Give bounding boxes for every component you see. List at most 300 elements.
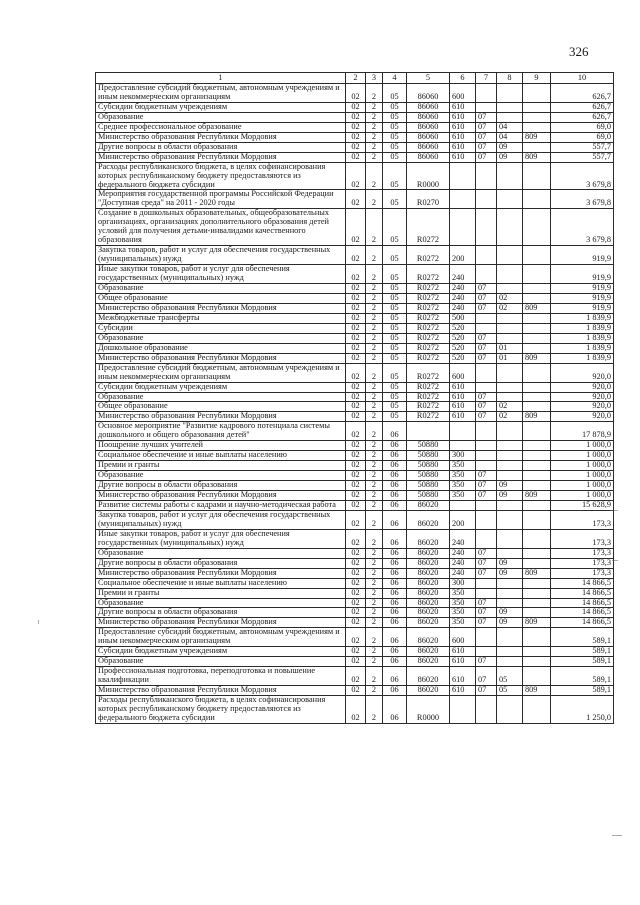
code-subsection-cell [497,382,523,392]
code-section-cell [476,578,497,588]
code-program-cell: 02 [346,441,366,451]
code-subprogram-cell: 2 [366,481,383,491]
code-subsection-cell [497,529,523,548]
row-amount-cell: 3 679,8 [551,190,614,209]
code-subsection-cell [497,333,523,343]
row-name-cell: Министерство образования Республики Мордовия [96,303,346,313]
code-section-cell: 07 [476,402,497,412]
table-row [96,657,614,667]
code-expense-type-cell [450,162,476,190]
code-expense-type-cell: 610 [450,112,476,122]
code-ministry-cell [523,500,551,510]
code-activity-cell: 05 [383,112,407,122]
row-amount-cell: 3 679,8 [551,209,614,246]
table-row [96,246,614,265]
code-expense-type-cell: 600 [450,628,476,647]
code-direction-cell: 86020 [407,647,450,657]
code-expense-type-cell: 350 [450,491,476,501]
row-name-cell: Образование [96,284,346,294]
code-program-cell: 02 [346,343,366,353]
row-amount-cell: 1 839,9 [551,353,614,363]
table-row [96,122,614,132]
code-section-cell: 07 [476,618,497,628]
code-direction-cell: R0272 [407,382,450,392]
code-activity-cell: 06 [383,510,407,529]
code-section-cell [476,628,497,647]
page-number: 326 [569,44,589,59]
column-header: 1 [96,73,346,84]
code-expense-type-cell [450,190,476,209]
code-expense-type-cell: 520 [450,333,476,343]
code-expense-type-cell: 350 [450,588,476,598]
code-section-cell: 07 [476,608,497,618]
code-section-cell [476,461,497,471]
code-subsection-cell [497,363,523,382]
code-program-cell: 02 [346,422,366,441]
code-expense-type-cell: 610 [450,657,476,667]
row-amount-cell: 1 839,9 [551,323,614,333]
code-section-cell: 07 [476,112,497,122]
column-header: 10 [551,73,614,84]
table-row [96,588,614,598]
table-row [96,303,614,313]
code-subprogram-cell: 2 [366,558,383,568]
code-subsection-cell: 04 [497,132,523,142]
code-direction-cell: 86060 [407,84,450,103]
code-direction-cell: R0272 [407,333,450,343]
row-name-cell: Образование [96,548,346,558]
code-subprogram-cell: 2 [366,303,383,313]
code-section-cell [476,382,497,392]
code-subprogram-cell: 2 [366,293,383,303]
table-row [96,558,614,568]
table-row [96,548,614,558]
row-amount-cell: 1 839,9 [551,333,614,343]
row-name-cell: Развитие системы работы с кадрами и научно-методическая работа [96,500,346,510]
code-subprogram-cell: 2 [366,491,383,501]
code-program-cell: 02 [346,558,366,568]
table-row [96,392,614,402]
row-name-cell: Мероприятия государственной программы Российской Федерации "Доступная среда" на 2011 - 2020 годы [96,190,346,209]
table-row [96,568,614,578]
row-amount-cell: 15 628,9 [551,500,614,510]
row-name-cell: Субсидии бюджетным учреждениям [96,102,346,112]
code-subsection-cell: 01 [497,343,523,353]
code-direction-cell: 50880 [407,491,450,501]
code-expense-type-cell: 350 [450,471,476,481]
code-expense-type-cell: 240 [450,293,476,303]
row-amount-cell: 69,0 [551,132,614,142]
table-row [96,578,614,588]
table-row [96,343,614,353]
code-activity-cell: 06 [383,618,407,628]
code-activity-cell: 06 [383,451,407,461]
code-activity-cell: 05 [383,333,407,343]
code-activity-cell: 05 [383,84,407,103]
code-subsection-cell [497,246,523,265]
code-activity-cell: 05 [383,402,407,412]
code-section-cell [476,209,497,246]
row-name-cell: Социальное обеспечение и иные выплаты населению [96,578,346,588]
code-subsection-cell: 05 [497,667,523,686]
code-ministry-cell [523,588,551,598]
row-amount-cell: 1 250,0 [551,696,614,724]
code-program-cell: 02 [346,402,366,412]
table-row [96,471,614,481]
code-subsection-cell [497,441,523,451]
row-amount-cell: 919,9 [551,265,614,284]
code-program-cell: 02 [346,323,366,333]
code-section-cell: 07 [476,412,497,422]
code-subprogram-cell: 2 [366,112,383,122]
code-expense-type-cell: 610 [450,102,476,112]
code-ministry-cell [523,471,551,481]
code-program-cell: 02 [346,618,366,628]
code-ministry-cell [523,451,551,461]
row-amount-cell: 173,3 [551,529,614,548]
code-subprogram-cell: 2 [366,548,383,558]
code-expense-type-cell: 600 [450,84,476,103]
code-subprogram-cell: 2 [366,363,383,382]
table-row [96,284,614,294]
column-header: 2 [346,73,366,84]
code-ministry-cell [523,529,551,548]
row-amount-cell: 1 000,0 [551,451,614,461]
table-row [96,313,614,323]
code-activity-cell: 06 [383,598,407,608]
row-amount-cell: 557,7 [551,152,614,162]
row-name-cell: Премии и гранты [96,588,346,598]
code-ministry-cell [523,102,551,112]
code-subsection-cell [497,84,523,103]
code-activity-cell: 05 [383,382,407,392]
code-section-cell: 07 [476,568,497,578]
code-section-cell [476,500,497,510]
code-subsection-cell [497,548,523,558]
code-section-cell [476,363,497,382]
code-activity-cell: 06 [383,491,407,501]
code-ministry-cell [523,313,551,323]
code-activity-cell: 05 [383,246,407,265]
code-subprogram-cell: 2 [366,246,383,265]
row-name-cell: Другие вопросы в области образования [96,608,346,618]
table-row [96,382,614,392]
row-name-cell: Образование [96,392,346,402]
code-subsection-cell [497,265,523,284]
code-expense-type-cell: 200 [450,510,476,529]
code-ministry-cell [523,343,551,353]
code-ministry-cell: 809 [523,412,551,422]
row-amount-cell: 14 866,5 [551,608,614,618]
code-expense-type-cell: 240 [450,265,476,284]
code-ministry-cell [523,598,551,608]
row-amount-cell: 626,7 [551,84,614,103]
row-name-cell: Образование [96,112,346,122]
code-program-cell: 02 [346,696,366,724]
code-section-cell: 07 [476,548,497,558]
code-subsection-cell [497,588,523,598]
code-section-cell [476,102,497,112]
code-program-cell: 02 [346,84,366,103]
code-subsection-cell [497,451,523,461]
code-section-cell [476,422,497,441]
code-ministry-cell [523,481,551,491]
table-row [96,667,614,686]
code-expense-type-cell: 610 [450,142,476,152]
code-program-cell: 02 [346,190,366,209]
code-activity-cell: 06 [383,461,407,471]
code-ministry-cell: 809 [523,618,551,628]
code-expense-type-cell: 350 [450,598,476,608]
code-subsection-cell: 09 [497,142,523,152]
code-expense-type-cell: 520 [450,343,476,353]
row-name-cell: Общее образование [96,402,346,412]
code-subsection-cell [497,461,523,471]
code-subprogram-cell: 2 [366,598,383,608]
code-subsection-cell: 02 [497,293,523,303]
code-subsection-cell [497,323,523,333]
code-subprogram-cell: 2 [366,461,383,471]
code-direction-cell: 86060 [407,102,450,112]
code-ministry-cell [523,323,551,333]
code-program-cell: 02 [346,510,366,529]
code-ministry-cell [523,190,551,209]
code-activity-cell: 06 [383,657,407,667]
code-expense-type-cell [450,441,476,451]
row-amount-cell: 919,9 [551,284,614,294]
row-amount-cell: 626,7 [551,102,614,112]
code-subprogram-cell: 2 [366,284,383,294]
code-direction-cell: 86020 [407,558,450,568]
code-expense-type-cell: 240 [450,548,476,558]
code-section-cell [476,84,497,103]
code-program-cell: 02 [346,481,366,491]
code-direction-cell: R0270 [407,190,450,209]
code-activity-cell: 05 [383,102,407,112]
code-activity-cell: 06 [383,471,407,481]
code-subprogram-cell: 2 [366,190,383,209]
code-activity-cell: 05 [383,122,407,132]
code-expense-type-cell: 610 [450,647,476,657]
code-subprogram-cell: 2 [366,696,383,724]
code-direction-cell: 50880 [407,451,450,461]
code-activity-cell: 06 [383,696,407,724]
row-name-cell: Общее образование [96,293,346,303]
code-direction-cell: R0272 [407,293,450,303]
code-subprogram-cell: 2 [366,313,383,323]
table-row [96,190,614,209]
row-name-cell: Расходы республиканского бюджета, в целях софинансирования которых республиканскому бюджету предоставляются из федерального бюджета субсидии [96,162,346,190]
row-amount-cell: 1 000,0 [551,441,614,451]
code-subprogram-cell: 2 [366,667,383,686]
code-direction-cell [407,422,450,441]
code-activity-cell: 06 [383,628,407,647]
code-expense-type-cell [450,500,476,510]
table-row [96,102,614,112]
code-ministry-cell [523,441,551,451]
code-direction-cell: R0272 [407,353,450,363]
row-name-cell: Расходы республиканского бюджета, в целях софинансирования которых республиканскому бюджету предоставляются из федерального бюджета субсидии [96,696,346,724]
code-expense-type-cell: 610 [450,392,476,402]
code-subsection-cell: 09 [497,608,523,618]
table-row [96,598,614,608]
code-ministry-cell [523,548,551,558]
row-amount-cell: 589,1 [551,657,614,667]
table-row [96,112,614,122]
row-amount-cell: 920,0 [551,412,614,422]
code-subprogram-cell: 2 [366,382,383,392]
code-subsection-cell [497,696,523,724]
code-ministry-cell: 809 [523,686,551,696]
code-direction-cell: 86020 [407,510,450,529]
code-direction-cell: 50880 [407,471,450,481]
code-subprogram-cell: 2 [366,142,383,152]
code-expense-type-cell: 240 [450,284,476,294]
code-direction-cell: 86020 [407,529,450,548]
code-subsection-cell: 02 [497,412,523,422]
code-program-cell: 02 [346,303,366,313]
code-direction-cell: 50880 [407,481,450,491]
table-row [96,529,614,548]
code-activity-cell: 05 [383,284,407,294]
code-subprogram-cell: 2 [366,529,383,548]
code-subsection-cell: 04 [497,122,523,132]
code-section-cell: 07 [476,657,497,667]
code-program-cell: 02 [346,529,366,548]
code-section-cell: 07 [476,667,497,686]
code-direction-cell: 86020 [407,578,450,588]
code-ministry-cell [523,363,551,382]
code-activity-cell: 06 [383,608,407,618]
code-ministry-cell [523,402,551,412]
scan-artifact [612,835,622,836]
code-ministry-cell [523,461,551,471]
code-activity-cell: 06 [383,481,407,491]
code-expense-type-cell: 500 [450,313,476,323]
code-activity-cell: 06 [383,529,407,548]
code-section-cell [476,162,497,190]
row-amount-cell: 173,3 [551,558,614,568]
code-program-cell: 02 [346,461,366,471]
code-ministry-cell: 809 [523,353,551,363]
code-activity-cell: 05 [383,265,407,284]
row-amount-cell: 626,7 [551,112,614,122]
code-program-cell: 02 [346,246,366,265]
code-subsection-cell [497,628,523,647]
code-expense-type-cell [450,696,476,724]
code-expense-type-cell: 610 [450,382,476,392]
code-subprogram-cell: 2 [366,588,383,598]
code-ministry-cell [523,647,551,657]
row-name-cell: Министерство образования Республики Мордовия [96,353,346,363]
code-subsection-cell [497,657,523,667]
row-amount-cell: 173,3 [551,568,614,578]
code-subprogram-cell: 2 [366,657,383,667]
table-row [96,209,614,246]
code-program-cell: 02 [346,142,366,152]
row-amount-cell: 920,0 [551,363,614,382]
code-program-cell: 02 [346,209,366,246]
code-activity-cell: 05 [383,132,407,142]
code-expense-type-cell: 200 [450,246,476,265]
code-program-cell: 02 [346,548,366,558]
code-activity-cell: 05 [383,323,407,333]
code-section-cell [476,441,497,451]
row-amount-cell: 14 866,5 [551,588,614,598]
row-name-cell: Министерство образования Республики Мордовия [96,412,346,422]
code-expense-type-cell: 350 [450,481,476,491]
code-subsection-cell: 02 [497,303,523,313]
code-program-cell: 02 [346,667,366,686]
code-expense-type-cell [450,209,476,246]
code-subprogram-cell: 2 [366,647,383,657]
code-subsection-cell [497,510,523,529]
code-subprogram-cell: 2 [366,451,383,461]
code-activity-cell: 06 [383,548,407,558]
code-subprogram-cell: 2 [366,628,383,647]
row-name-cell: Создание в дошкольных образовательных, общеобразовательных организациях, организациях дополнительного образования детей условий для получения детьми-инвалидами качественного образования [96,209,346,246]
code-direction-cell: R0272 [407,284,450,294]
row-amount-cell: 1 839,9 [551,313,614,323]
code-section-cell [476,696,497,724]
row-name-cell: Предоставление субсидий бюджетным, автономным учреждениям и иным некоммерческим организациям [96,84,346,103]
code-ministry-cell [523,578,551,588]
code-section-cell: 07 [476,353,497,363]
code-direction-cell: 86020 [407,657,450,667]
code-subprogram-cell: 2 [366,510,383,529]
row-name-cell: Образование [96,471,346,481]
budget-table [95,72,614,724]
row-amount-cell: 589,1 [551,628,614,647]
code-subprogram-cell: 2 [366,392,383,402]
code-ministry-cell [523,608,551,618]
row-amount-cell: 1 000,0 [551,491,614,501]
code-ministry-cell [523,162,551,190]
scan-artifact [38,620,39,624]
code-direction-cell: R0272 [407,313,450,323]
row-amount-cell: 589,1 [551,667,614,686]
code-section-cell [476,647,497,657]
row-amount-cell: 14 866,5 [551,618,614,628]
code-program-cell: 02 [346,647,366,657]
code-activity-cell: 05 [383,412,407,422]
code-subsection-cell [497,102,523,112]
code-program-cell: 02 [346,686,366,696]
row-amount-cell: 589,1 [551,647,614,657]
row-name-cell: Другие вопросы в области образования [96,142,346,152]
code-direction-cell: R0272 [407,209,450,246]
code-subsection-cell: 09 [497,558,523,568]
row-amount-cell: 920,0 [551,382,614,392]
code-activity-cell: 05 [383,313,407,323]
code-expense-type-cell: 350 [450,618,476,628]
code-activity-cell: 05 [383,190,407,209]
code-subprogram-cell: 2 [366,578,383,588]
code-subsection-cell [497,313,523,323]
code-section-cell: 07 [476,343,497,353]
code-program-cell: 02 [346,471,366,481]
table-row [96,293,614,303]
row-amount-cell: 1 839,9 [551,343,614,353]
code-subsection-cell [497,162,523,190]
code-section-cell: 07 [476,558,497,568]
code-section-cell: 07 [476,303,497,313]
code-activity-cell: 05 [383,209,407,246]
code-subprogram-cell: 2 [366,152,383,162]
code-direction-cell: 86020 [407,667,450,686]
code-program-cell: 02 [346,491,366,501]
code-section-cell [476,510,497,529]
